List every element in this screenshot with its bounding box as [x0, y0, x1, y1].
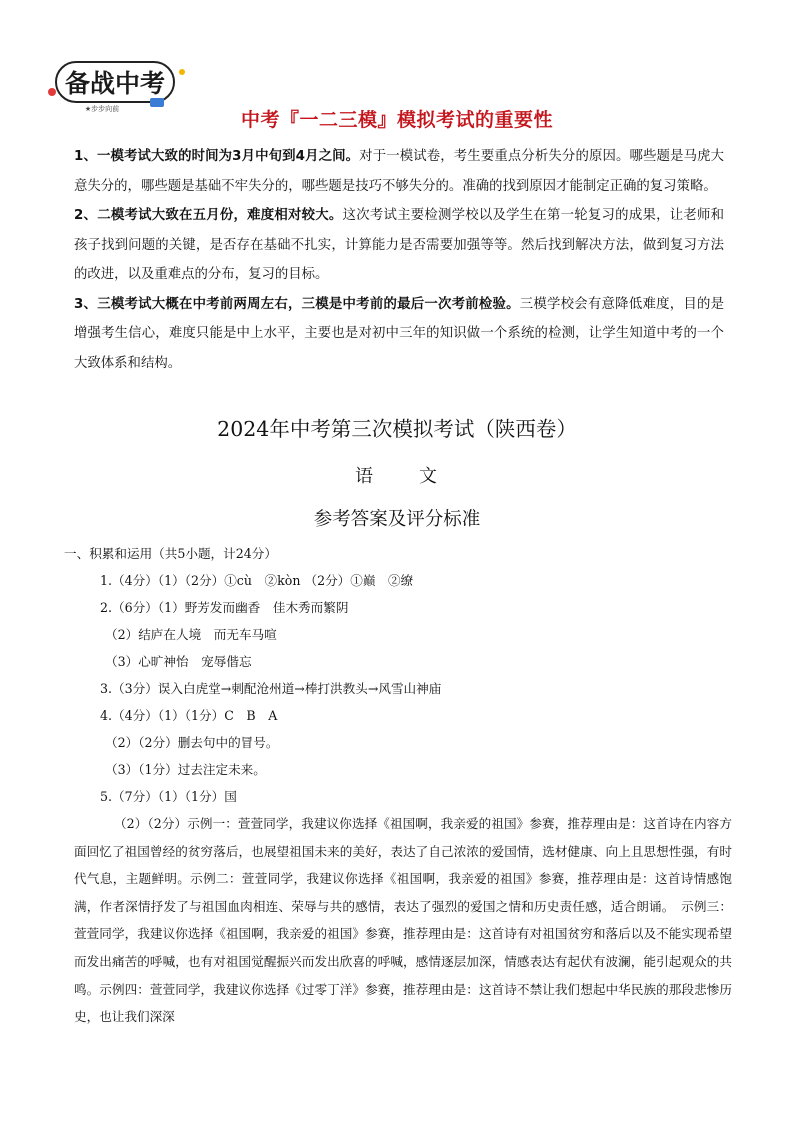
answer-line: 4.（4分）（1）（1分）C B A [100, 708, 278, 723]
logo-tagline: ★步步向前 [84, 105, 120, 113]
intro-item [74, 201, 724, 290]
exam-title: 2024年中考第三次模拟考试（陕西卷） [217, 417, 577, 441]
banner-title: 中考『一二三模』模拟考试的重要性 [240, 109, 553, 131]
answer-line: 3.（3分）误入白虎堂→刺配沧州道→棒打洪教头→风雪山神庙 [100, 681, 442, 696]
intro-item-lead: 3、三模考试大概在中考前两周左右，三模是中考前的最后一次考前检验。 [74, 296, 520, 312]
intro-item-text: 对于一模试卷，考生要重点分析失分的原因。哪些题是马虎大意失分的，哪些题是基础不牢失分的，哪些题是技巧不够失分的。准确的找到原因才能制定正确的复习策略。 [74, 149, 725, 194]
answer-line: （2）（2分）删去句中的冒号。 [105, 735, 279, 750]
intro-item [74, 290, 724, 379]
intro-item-text: 这次考试主要检测学校以及学生在第一轮复习的成果，让老师和孩子找到问题的关键，是否存在基础不扎实，计算能力是否需要加强等等。然后找到解决方法，做到复习方法的改进，以及重难点的分布，复习的目标。 [74, 208, 724, 282]
intro-item-lead: 1、一模考试大致的时间为3月中旬到4月之间。 [74, 149, 360, 164]
subject-char: 语 [355, 466, 375, 487]
section-heading: 一、积累和运用（共5小题，计24分） [64, 546, 277, 561]
answer-lines [64, 567, 732, 810]
logo-wordmark: 备战中考 [64, 69, 166, 98]
answer-line: 1.（4分）（1）（2分）①cù ②kòn （2分）①巅 ②缭 [100, 573, 414, 588]
answer-line: （2）结庐在人境 而无车马喧 [105, 627, 277, 642]
intro-notes [74, 142, 724, 378]
answer-content [64, 540, 732, 1031]
answer-line: （3）心旷神怡 宠辱偕忘 [105, 654, 252, 669]
subject-title [0, 462, 794, 488]
intro-item-text: 三模学校会有意降低难度，目的是增强考生信心，难度只能是中上水平，主要也是对初中三年的知识做一个系统的检测，让学生知道中考的一个大致体系和结构。 [74, 296, 724, 371]
subject-char: 文 [419, 466, 439, 487]
answer-line: 5.（7分）（1）（1分）国 [100, 789, 237, 804]
answer-title: 参考答案及评分标准 [313, 509, 481, 530]
intro-item-lead: 2、二模考试大致在五月份，难度相对较大。 [74, 208, 343, 223]
answer-line: 2.（6分）（1）野芳发而幽香 佳木秀而繁阴 [100, 600, 349, 615]
answer-line: （3）（1分）过去注定未来。 [105, 762, 266, 777]
intro-item [74, 142, 724, 201]
answer-paragraph: （2）（2分）示例一：萱萱同学，我建议你选择《祖国啊，我亲爱的祖国》参赛，推荐理由是：这首诗在内容方面回忆了祖国曾经的贫穷落后，也展望祖国未来的美好，表达了自己浓浓的爱国情，选材健康、向上且思想性强，有时代气息，主题鲜明。示例二：萱萱同学，我建议你选择《祖国啊，我亲爱的祖国》参赛，推荐理由是：这首诗情感饱满，作者深情抒发了与祖国血肉相连、荣辱与共的感情，表达了强烈的爱国之情和历史责任感，适合朗诵。 示例三：萱萱同学，我建议你选择《祖国啊，我亲爱的祖国》参赛，推荐理由是：这首诗有对祖国贫穷和落后以及不能实现希望而发出痛苦的呼喊，也有对祖国觉醒振兴而发出欣喜的呼喊，感情逐层加深，情感表达有起伏有波澜，能引起观众的共鸣。示例四：萱萱同学，我建议你选择《过零丁洋》参赛，推荐理由是：这首诗不禁让我们想起中华民族的那段悲惨历史，也让我们深深 [74, 816, 732, 1025]
